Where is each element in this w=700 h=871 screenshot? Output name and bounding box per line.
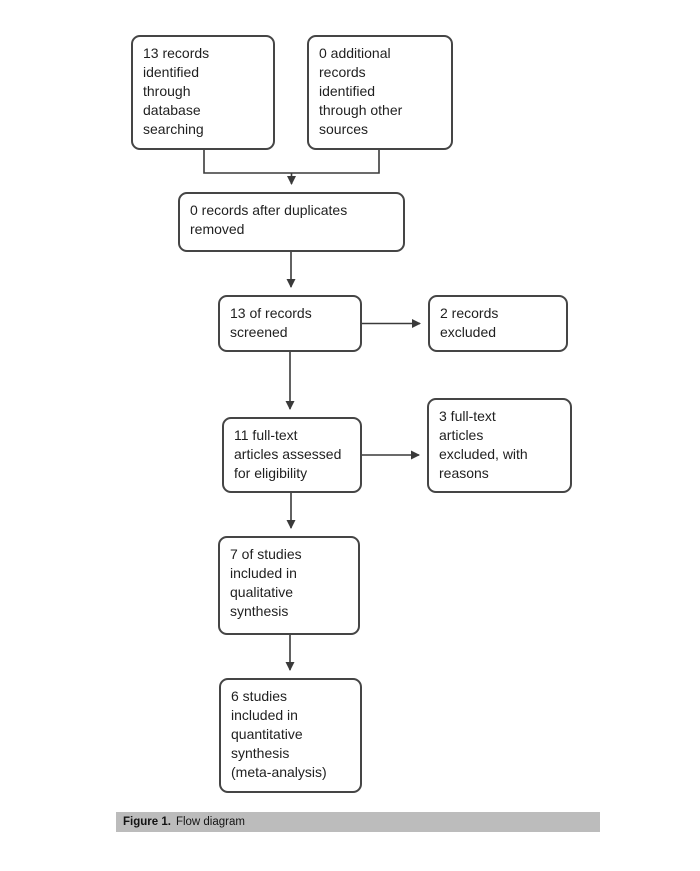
box-records-screened-text: 13 of records screened (230, 305, 312, 340)
box-qualitative-synthesis (218, 536, 360, 635)
box-fulltext-assessed (222, 417, 362, 493)
box-records-excluded (428, 295, 568, 352)
box-fulltext-assessed-text: 11 full-text articles assessed for eligibility (234, 427, 342, 481)
box-quantitative-synthesis-text: 6 studies included in quantitative synthesis (meta-analysis) (231, 688, 327, 780)
box-records-identified-other-text: 0 additional records identified through other sources (319, 45, 403, 137)
box-quantitative-synthesis (219, 678, 362, 793)
connector-merge-bracket (204, 150, 379, 173)
box-fulltext-excluded-text: 3 full-text articles excluded, with reasons (439, 408, 528, 481)
box-records-after-duplicates-text: 0 records after duplicates removed (190, 202, 348, 237)
box-records-screened (218, 295, 362, 352)
figure-caption-label: Figure 1. (123, 816, 171, 828)
box-fulltext-excluded (427, 398, 572, 493)
box-records-identified-other (307, 35, 453, 150)
box-records-identified-database-text: 13 records identified through database searching (143, 45, 210, 137)
figure-caption-text: Flow diagram (175, 816, 245, 828)
box-records-after-duplicates (178, 192, 405, 252)
figure-caption-bar (116, 812, 600, 832)
box-records-excluded-text: 2 records excluded (440, 305, 499, 340)
box-qualitative-synthesis-text: 7 of studies included in qualitative synthesis (230, 546, 302, 619)
box-records-identified-database (131, 35, 275, 150)
